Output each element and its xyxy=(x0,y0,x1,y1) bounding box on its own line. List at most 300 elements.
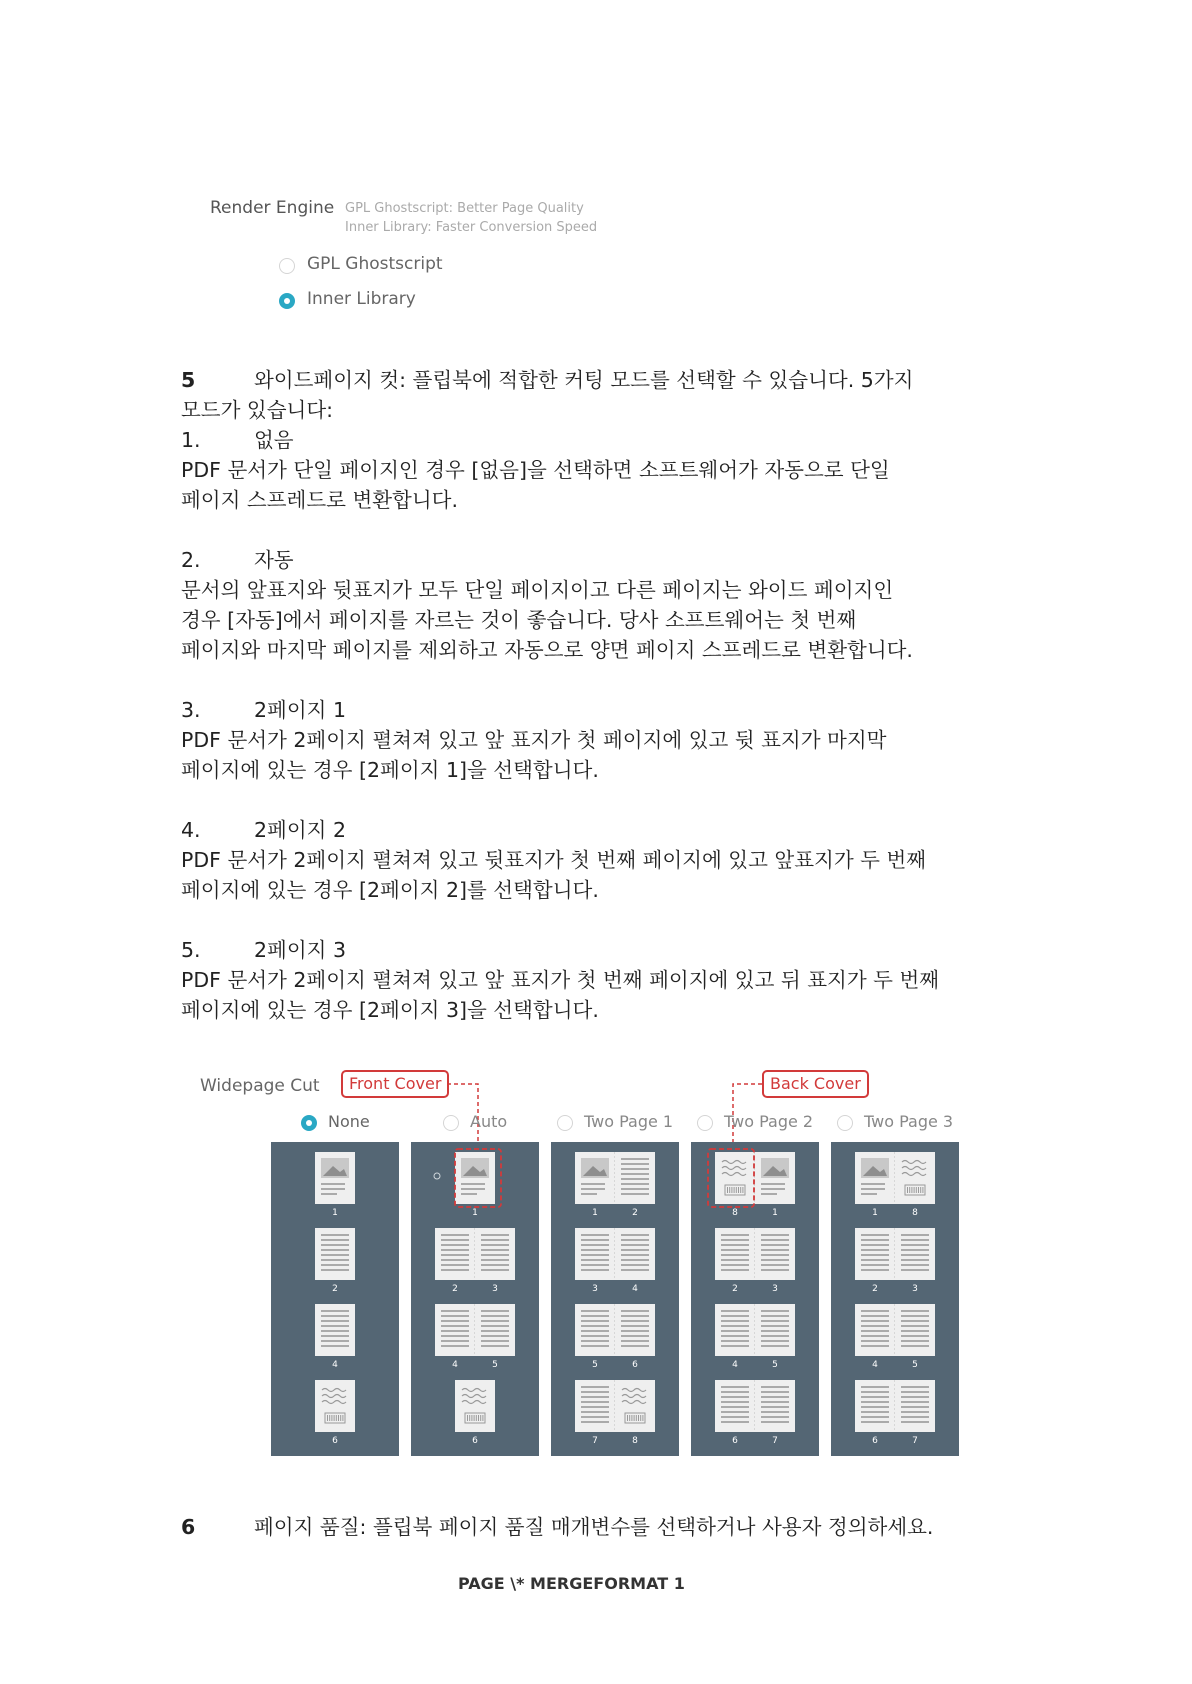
panel-2-row-3-col-2-number: 5 xyxy=(492,1360,498,1370)
panel-5-row-2-col-2-text-line xyxy=(901,1244,929,1246)
panel-3-row-1-col-2-text-line xyxy=(621,1178,649,1180)
auto-label: Auto xyxy=(470,1112,508,1131)
panel-3-row-3-col-2-text-line xyxy=(621,1320,649,1322)
panel-4-row-2-col-2-text-line xyxy=(761,1234,789,1236)
panel-2-row-3-col-1-text-line xyxy=(441,1325,469,1327)
panel-2-row-2-col-1-text-line xyxy=(441,1254,469,1256)
item-2-line1: 문서의 앞표지와 뒷표지가 모두 단일 페이지이고 다른 페이지는 와이드 페이지인 xyxy=(181,578,894,602)
panel-3-row-4-col-2-barcode-bar xyxy=(642,1415,643,1421)
item-4-line1: PDF 문서가 2페이지 펼쳐져 있고 뒷표지가 첫 번째 페이지에 있고 앞표지가 두 번째 xyxy=(181,848,927,872)
panel-4-row-1-col-1-barcode-bar xyxy=(736,1187,737,1193)
panel-4-row-4-col-1-text-line xyxy=(721,1401,749,1403)
front-cover-callout: Front Cover xyxy=(341,1070,449,1098)
panel-4-row-4-col-1-text-line xyxy=(721,1391,749,1393)
panel-4-row-2-col-2-text-line xyxy=(761,1269,789,1271)
panel-5-row-3-col-1-text-line xyxy=(861,1335,889,1337)
item-4-line2: 페이지에 있는 경우 [2페이지 2]를 선택합니다. xyxy=(181,878,599,902)
panel-4-row-2-col-2-text-line xyxy=(761,1239,789,1241)
panel-3-row-2-col-1-text-line xyxy=(581,1269,609,1271)
panel-3-row-4-col-2-barcode-bar xyxy=(634,1415,635,1421)
panel-5-row-1-col-1-number: 1 xyxy=(872,1208,878,1218)
panel-3-row-3-col-2-text-line xyxy=(621,1345,649,1347)
panel-1-row-1-col-1-text-line xyxy=(321,1183,345,1185)
panel-3-row-1-col-2-text-line xyxy=(621,1188,649,1190)
panel-4-row-3-col-2-text-line xyxy=(761,1315,789,1317)
panel-3-row-3-col-2-text-line xyxy=(621,1340,649,1342)
panel-4-row-3-col-1-text-line xyxy=(721,1330,749,1332)
section-5-heading-line1: 와이드페이지 컷: 플립북에 적합한 커팅 모드를 선택할 수 있습니다. 5가지 xyxy=(254,368,914,392)
item-5-line2: 페이지에 있는 경우 [2페이지 3]을 선택합니다. xyxy=(181,998,599,1022)
panel-2-row-4-col-1-barcode-bar xyxy=(478,1415,479,1421)
panel-2-row-2-col-1-text-line xyxy=(441,1264,469,1266)
none-label: None xyxy=(328,1112,370,1131)
panel-2-row-2-col-1-text-line xyxy=(441,1269,469,1271)
panel-2-row-1-col-1-number: 1 xyxy=(472,1208,478,1218)
panel-5-row-2-col-1-text-line xyxy=(861,1234,889,1236)
panel-3-row-2-col-1-text-line xyxy=(581,1254,609,1256)
panel-4-row-4-col-1-text-line xyxy=(721,1386,749,1388)
panel-5-row-4-col-2-text-line xyxy=(901,1396,929,1398)
panel-4-row-3-col-1-text-line xyxy=(721,1345,749,1347)
panel-2-row-3-col-2-text-line xyxy=(481,1320,509,1322)
item-1-line2: 페이지 스프레드로 변환합니다. xyxy=(181,488,458,512)
panel-3-row-3-col-1-text-line xyxy=(581,1345,609,1347)
panel-5-row-1-col-2-barcode-bar xyxy=(914,1187,915,1193)
render-engine-hint-line2: Inner Library: Faster Conversion Speed xyxy=(345,220,598,235)
panel-3-row-4-col-1-text-line xyxy=(581,1411,609,1413)
item-3-number: 3. xyxy=(181,698,201,722)
render-engine-hint-line1: GPL Ghostscript: Better Page Quality xyxy=(345,201,584,216)
panel-5-row-2-col-1-text-line xyxy=(861,1254,889,1256)
panel-5-row-4-col-2-text-line xyxy=(901,1386,929,1388)
panel-5-row-1-col-2-barcode-bar xyxy=(916,1187,917,1193)
panel-4-row-3-col-1-text-line xyxy=(721,1315,749,1317)
panel-1-row-3-col-1-text-line xyxy=(321,1330,349,1332)
panel-4-row-3-col-2-text-line xyxy=(761,1325,789,1327)
panel-2-row-2-col-1-text-line xyxy=(441,1259,469,1261)
panel-2-row-3-col-1-text-line xyxy=(441,1345,469,1347)
panel-4-row-2-col-1-text-line xyxy=(721,1249,749,1251)
panel-5-row-1-col-2-barcode-bar xyxy=(911,1187,912,1193)
panel-3-row-4-col-2-barcode-bar xyxy=(627,1415,628,1421)
item-4-title: 2페이지 2 xyxy=(254,818,347,842)
panel-4-row-2-col-1-text-line xyxy=(721,1234,749,1236)
render-engine-label: Render Engine xyxy=(210,198,335,218)
panel-3-row-1-col-1-text-line xyxy=(581,1188,605,1190)
panel-5-row-1-col-1-text-line xyxy=(861,1183,885,1185)
panel-5-row-1-col-2-barcode-bar xyxy=(922,1187,923,1193)
item-3-line2: 페이지에 있는 경우 [2페이지 1]을 선택합니다. xyxy=(181,758,599,782)
panel-2-row-4-col-1-barcode-bar xyxy=(467,1415,468,1421)
panel-5-row-3-col-2-text-line xyxy=(901,1320,929,1322)
panel-2-row-3-col-2-text-line xyxy=(481,1330,509,1332)
panel-5-row-1-col-1-text-line xyxy=(861,1193,877,1195)
panel-3-row-4-col-1-text-line xyxy=(581,1401,609,1403)
panel-5-row-3-col-2-text-line xyxy=(901,1330,929,1332)
panel-3-row-1-col-2-text-line xyxy=(621,1163,649,1165)
panel-5-row-4-col-2-text-line xyxy=(901,1411,929,1413)
panel-4-row-2-col-1-text-line xyxy=(721,1244,749,1246)
back-cover-callout: Back Cover xyxy=(762,1070,869,1098)
panel-1-row-4-col-1-barcode-bar xyxy=(340,1415,341,1421)
panel-3-row-2-col-1-text-line xyxy=(581,1264,609,1266)
section-5-heading-line2: 모드가 있습니다: xyxy=(181,398,334,422)
panel-3-row-2-col-2-text-line xyxy=(621,1244,649,1246)
two-page-3-label: Two Page 3 xyxy=(864,1112,954,1131)
panel-2-row-3-col-2-text-line xyxy=(481,1335,509,1337)
panel-4-row-4-col-1-text-line xyxy=(721,1406,749,1408)
panel-4-row-4-col-2-number: 7 xyxy=(772,1436,778,1446)
panel-3-row-4-col-2-barcode-bar xyxy=(636,1415,637,1421)
panel-5-row-2-col-1-text-line xyxy=(861,1269,889,1271)
panel-3-row-4-col-2-barcode-bar xyxy=(638,1415,639,1421)
panel-4-row-3-col-1-text-line xyxy=(721,1335,749,1337)
item-1-number: 1. xyxy=(181,428,201,452)
panel-2-row-2-col-2-text-line xyxy=(481,1269,509,1271)
panel-5-row-4-col-1-text-line xyxy=(861,1416,889,1418)
panel-1-row-4-col-1-barcode-bar xyxy=(338,1415,339,1421)
panel-2-row-2-col-2-number: 3 xyxy=(492,1284,498,1294)
panel-3-row-2-col-1-text-line xyxy=(581,1249,609,1251)
panel-3-row-3-col-1-number: 5 xyxy=(592,1360,598,1370)
panel-5-row-2-col-1-text-line xyxy=(861,1249,889,1251)
panel-1-row-4-col-1-barcode-bar xyxy=(331,1415,332,1421)
panel-2-row-4-col-1-barcode-bar xyxy=(471,1415,472,1421)
panel-3-row-4-col-1-text-line xyxy=(581,1396,609,1398)
item-5-number: 5. xyxy=(181,938,201,962)
panel-3-row-3-col-1-text-line xyxy=(581,1325,609,1327)
item-5-title: 2페이지 3 xyxy=(254,938,347,962)
panel-1-row-4-col-1-page xyxy=(315,1380,355,1432)
panel-2-row-2-col-2-text-line xyxy=(481,1244,509,1246)
panel-1-row-4-col-1-barcode-bar xyxy=(336,1415,337,1421)
panel-4-row-1-col-1-number: 8 xyxy=(732,1208,738,1218)
panel-5-row-3-col-1-text-line xyxy=(861,1315,889,1317)
panel-5-row-4-col-1-number: 6 xyxy=(872,1436,878,1446)
panel-5-row-2-col-2-text-line xyxy=(901,1249,929,1251)
panel-1-row-4-col-1-barcode-bar xyxy=(334,1415,335,1421)
panel-2-row-2-col-1-text-line xyxy=(441,1249,469,1251)
panel-5-row-3-col-2-text-line xyxy=(901,1340,929,1342)
two-page-2-label: Two Page 2 xyxy=(724,1112,814,1131)
panel-5-row-2-col-2-text-line xyxy=(901,1239,929,1241)
panel-5-row-2-col-2-text-line xyxy=(901,1254,929,1256)
panel-3-row-4-col-1-text-line xyxy=(581,1416,609,1418)
item-2-number: 2. xyxy=(181,548,201,572)
item-2-title: 자동 xyxy=(254,548,294,572)
panel-3-row-2-col-2-text-line xyxy=(621,1234,649,1236)
panel-5-row-1-col-2-barcode-bar xyxy=(920,1187,921,1193)
panel-3-row-4-col-2-number: 8 xyxy=(632,1436,638,1446)
panel-2-row-2-col-1-text-line xyxy=(441,1234,469,1236)
panel-1-row-2-col-1-text-line xyxy=(321,1234,349,1236)
panel-2-row-3-col-1-text-line xyxy=(441,1320,469,1322)
panel-4-row-4-col-2-text-line xyxy=(761,1391,789,1393)
item-2-line2: 경우 [자동]에서 페이지를 자르는 것이 좋습니다. 당사 소프트웨어는 첫 번째 xyxy=(181,608,857,632)
panel-4-row-4-col-2-text-line xyxy=(761,1411,789,1413)
panel-4-row-2-col-2-text-line xyxy=(761,1244,789,1246)
panel-3-row-2-col-2-text-line xyxy=(621,1259,649,1261)
panel-5-row-4-col-1-text-line xyxy=(861,1386,889,1388)
widepage-cut-label: Widepage Cut xyxy=(200,1076,320,1096)
panel-1-row-3-col-1-text-line xyxy=(321,1345,349,1347)
panel-5-row-3-col-2-text-line xyxy=(901,1345,929,1347)
panel-2-row-2-col-2-text-line xyxy=(481,1239,509,1241)
panel-3-row-2-col-2-text-line xyxy=(621,1264,649,1266)
panel-3-row-1-col-2-text-line xyxy=(621,1193,649,1195)
panel-3-row-4-col-1-text-line xyxy=(581,1391,609,1393)
panel-2-row-2-col-1-number: 2 xyxy=(452,1284,458,1294)
panel-2-row-2-col-2-text-line xyxy=(481,1234,509,1236)
panel-2-row-2-col-2-text-line xyxy=(481,1254,509,1256)
panel-1-row-2-col-1-text-line xyxy=(321,1269,349,1271)
panel-1-row-3-col-1-text-line xyxy=(321,1320,349,1322)
panel-3-row-3-col-2-number: 6 xyxy=(632,1360,638,1370)
panel-5-row-4-col-2-text-line xyxy=(901,1406,929,1408)
panel-2-row-3-col-1-number: 4 xyxy=(452,1360,458,1370)
panel-3-row-4-col-2-barcode-bar xyxy=(631,1415,632,1421)
panel-4-row-1-col-2-text-line xyxy=(761,1193,777,1195)
panel-3-row-3-col-2-text-line xyxy=(621,1315,649,1317)
panel-4-row-3-col-2-text-line xyxy=(761,1310,789,1312)
panel-1-row-2-col-1-text-line xyxy=(321,1249,349,1251)
panel-3-row-3-col-2-text-line xyxy=(621,1325,649,1327)
panel-5-row-3-col-2-text-line xyxy=(901,1310,929,1312)
section-6-number: 6 xyxy=(181,1515,196,1539)
section-6-text: 페이지 품질: 플립북 페이지 품질 매개변수를 선택하거나 사용자 정의하세요. xyxy=(254,1515,934,1539)
panel-3-row-3-col-2-text-line xyxy=(621,1330,649,1332)
panel-4-row-1-col-1-barcode-bar xyxy=(738,1187,739,1193)
panel-3-row-2-col-1-text-line xyxy=(581,1259,609,1261)
panel-4-row-2-col-1-text-line xyxy=(721,1269,749,1271)
panel-4-row-2-col-1-text-line xyxy=(721,1254,749,1256)
panel-1-row-4-col-1-barcode-bar xyxy=(342,1415,343,1421)
panel-3-row-3-col-2-text-line xyxy=(621,1335,649,1337)
panel-4-row-1-col-2-text-line xyxy=(761,1183,785,1185)
panel-4-row-4-col-2-text-line xyxy=(761,1421,789,1423)
panel-3-row-3-col-1-text-line xyxy=(581,1330,609,1332)
panel-1-row-2-col-1-text-line xyxy=(321,1254,349,1256)
panel-5-row-4-col-1-text-line xyxy=(861,1401,889,1403)
panel-1-row-2-col-1-number: 2 xyxy=(332,1284,338,1294)
panel-3-row-2-col-1-text-line xyxy=(581,1244,609,1246)
panel-3-row-4-col-2-barcode-bar xyxy=(640,1415,641,1421)
panel-5-row-3-col-1-number: 4 xyxy=(872,1360,878,1370)
panel-3-row-4-col-1-number: 7 xyxy=(592,1436,598,1446)
panel-5-row-1-col-2-barcode-bar xyxy=(918,1187,919,1193)
panel-5-row-1-col-2-barcode-bar xyxy=(907,1187,908,1193)
panel-3-row-1-col-2-text-line xyxy=(621,1158,649,1160)
panel-5-row-4-col-1-text-line xyxy=(861,1421,889,1423)
panel-5-row-2-col-2-text-line xyxy=(901,1269,929,1271)
panel-5-row-3-col-2-text-line xyxy=(901,1325,929,1327)
panel-5-row-2-col-2-text-line xyxy=(901,1259,929,1261)
panel-3-row-3-col-1-text-line xyxy=(581,1340,609,1342)
panel-4-row-3-col-2-text-line xyxy=(761,1340,789,1342)
panel-1-row-3-col-1-text-line xyxy=(321,1325,349,1327)
page-footer: PAGE \* MERGEFORMAT 1 xyxy=(458,1574,685,1593)
item-3-line1: PDF 문서가 2페이지 펼쳐져 있고 앞 표지가 첫 페이지에 있고 뒷 표지가 마지막 xyxy=(181,728,887,752)
panel-1-row-2-col-1-text-line xyxy=(321,1264,349,1266)
panel-4-row-3-col-1-text-line xyxy=(721,1325,749,1327)
panel-3-row-3-col-1-text-line xyxy=(581,1315,609,1317)
panel-2-row-4-col-1-barcode-bar xyxy=(474,1415,475,1421)
panel-3-row-2-col-2-text-line xyxy=(621,1254,649,1256)
item-4-number: 4. xyxy=(181,818,201,842)
panel-5-row-2-col-1-text-line xyxy=(861,1244,889,1246)
panel-2-row-1-col-1-text-line xyxy=(461,1188,485,1190)
panel-3-row-2-col-2-text-line xyxy=(621,1269,649,1271)
panel-2-row-3-col-1-text-line xyxy=(441,1330,469,1332)
panel-3-row-3-col-1-text-line xyxy=(581,1310,609,1312)
panel-5-row-3-col-1-text-line xyxy=(861,1330,889,1332)
panel-4-row-1-col-1-barcode-bar xyxy=(742,1187,743,1193)
item-3-title: 2페이지 1 xyxy=(254,698,347,722)
panel-4-row-4-col-2-text-line xyxy=(761,1406,789,1408)
panel-2-row-2-col-2-text-line xyxy=(481,1264,509,1266)
panel-2-row-4-col-1-number: 6 xyxy=(472,1436,478,1446)
panel-2-row-2-col-2-text-line xyxy=(481,1259,509,1261)
panel-4-row-3-col-1-number: 4 xyxy=(732,1360,738,1370)
panel-5-row-4-col-2-number: 7 xyxy=(912,1436,918,1446)
panel-1-row-3-col-1-text-line xyxy=(321,1310,349,1312)
panel-2-row-4-col-1-page xyxy=(455,1380,495,1432)
panel-2-row-3-col-1-text-line xyxy=(441,1335,469,1337)
panel-5-row-3-col-2-number: 5 xyxy=(912,1360,918,1370)
panel-3-row-4-col-2-barcode-bar xyxy=(629,1415,630,1421)
item-1-line1: PDF 문서가 단일 페이지인 경우 [없음]을 선택하면 소프트웨어가 자동으로 단일 xyxy=(181,458,890,482)
panel-4-row-3-col-2-number: 5 xyxy=(772,1360,778,1370)
panel-2-row-3-col-1-text-line xyxy=(441,1315,469,1317)
panel-2-row-3-col-2-text-line xyxy=(481,1340,509,1342)
panel-2-row-4-col-1-barcode-bar xyxy=(476,1415,477,1421)
panel-5-row-2-col-2-text-line xyxy=(901,1264,929,1266)
panel-2-row-3-col-1-text-line xyxy=(441,1340,469,1342)
panel-3-row-2-col-2-text-line xyxy=(621,1249,649,1251)
panel-4-row-2-col-1-number: 2 xyxy=(732,1284,738,1294)
panel-1-row-2-col-1-text-line xyxy=(321,1244,349,1246)
panel-4-row-3-col-1-text-line xyxy=(721,1340,749,1342)
panel-3-row-3-col-1-text-line xyxy=(581,1320,609,1322)
panel-4-row-3-col-2-text-line xyxy=(761,1320,789,1322)
panel-3-row-1-col-2-text-line xyxy=(621,1168,649,1170)
panel-1-row-3-col-1-text-line xyxy=(321,1335,349,1337)
panel-2-row-2-col-1-text-line xyxy=(441,1244,469,1246)
panel-5-row-3-col-2-text-line xyxy=(901,1315,929,1317)
panel-4-row-2-col-2-text-line xyxy=(761,1264,789,1266)
panel-5-row-1-col-2-barcode-bar xyxy=(909,1187,910,1193)
panel-3-row-1-col-1-text-line xyxy=(581,1183,605,1185)
panel-5-row-3-col-1-text-line xyxy=(861,1325,889,1327)
panel-4-row-2-col-1-text-line xyxy=(721,1239,749,1241)
panel-1-row-1-col-1-text-line xyxy=(321,1193,337,1195)
panel-4-row-2-col-2-number: 3 xyxy=(772,1284,778,1294)
panel-4-row-1-col-1-barcode-bar xyxy=(731,1187,732,1193)
panel-5-row-2-col-2-text-line xyxy=(901,1234,929,1236)
panel-5-row-2-col-1-text-line xyxy=(861,1259,889,1261)
item-2-line3: 페이지와 마지막 페이지를 제외하고 자동으로 양면 페이지 스프레드로 변환합니다. xyxy=(181,638,913,662)
panel-4-row-4-col-2-text-line xyxy=(761,1386,789,1388)
panel-1-row-3-col-1-text-line xyxy=(321,1315,349,1317)
panel-3-row-2-col-2-text-line xyxy=(621,1239,649,1241)
panel-5-row-4-col-1-text-line xyxy=(861,1411,889,1413)
panel-5-row-4-col-2-text-line xyxy=(901,1421,929,1423)
panel-3-row-3-col-2-text-line xyxy=(621,1310,649,1312)
panel-4-row-2-col-2-text-line xyxy=(761,1249,789,1251)
panel-1-row-4-col-1-barcode-bar xyxy=(327,1415,328,1421)
panel-1-row-4-col-1-barcode-bar xyxy=(329,1415,330,1421)
panel-5-row-4-col-1-text-line xyxy=(861,1391,889,1393)
panel-2-row-4-col-1-barcode-bar xyxy=(480,1415,481,1421)
item-5-line1: PDF 문서가 2페이지 펼쳐져 있고 앞 표지가 첫 번째 페이지에 있고 뒤 표지가 두 번째 xyxy=(181,968,940,992)
panel-5-row-3-col-2-text-line xyxy=(901,1335,929,1337)
panel-4-row-4-col-1-text-line xyxy=(721,1416,749,1418)
panel-5-row-1-col-2-page xyxy=(895,1152,935,1204)
panel-4-row-1-col-1-barcode-bar xyxy=(734,1187,735,1193)
panel-2-row-3-col-2-text-line xyxy=(481,1345,509,1347)
panel-5-row-2-col-1-text-line xyxy=(861,1264,889,1266)
panel-5-row-3-col-1-text-line xyxy=(861,1320,889,1322)
panel-3-row-3-col-1-text-line xyxy=(581,1335,609,1337)
panel-4-row-4-col-1-text-line xyxy=(721,1421,749,1423)
panel-5-row-2-col-2-number: 3 xyxy=(912,1284,918,1294)
panel-3-row-4-col-1-text-line xyxy=(581,1421,609,1423)
panel-3-row-4-col-1-text-line xyxy=(581,1406,609,1408)
panel-2-row-4-col-1-barcode-bar xyxy=(482,1415,483,1421)
panel-4-row-3-col-1-text-line xyxy=(721,1320,749,1322)
panel-4-row-1-col-1-barcode-bar xyxy=(729,1187,730,1193)
panel-2-row-3-col-2-text-line xyxy=(481,1315,509,1317)
panel-5-row-4-col-2-text-line xyxy=(901,1416,929,1418)
panel-1-row-3-col-1-number: 4 xyxy=(332,1360,338,1370)
panel-4-row-3-col-1-text-line xyxy=(721,1310,749,1312)
panel-5-row-1-col-2-number: 8 xyxy=(912,1208,918,1218)
panel-3-row-4-col-2-page xyxy=(615,1380,655,1432)
panel-5-row-4-col-2-text-line xyxy=(901,1401,929,1403)
panel-2-row-3-col-1-text-line xyxy=(441,1310,469,1312)
auto-panel-dot xyxy=(434,1173,440,1179)
panel-4-row-1-col-1-barcode-bar xyxy=(740,1187,741,1193)
panel-3-row-1-col-2-number: 2 xyxy=(632,1208,638,1218)
panel-4-row-3-col-2-text-line xyxy=(761,1330,789,1332)
panel-4-row-1-col-2-number: 1 xyxy=(772,1208,778,1218)
panel-4-row-1-col-2-text-line xyxy=(761,1188,785,1190)
panel-3-row-1-col-1-number: 1 xyxy=(592,1208,598,1218)
panel-5-row-4-col-2-text-line xyxy=(901,1391,929,1393)
panel-4-row-4-col-2-text-line xyxy=(761,1396,789,1398)
panel-1-row-4-col-1-number: 6 xyxy=(332,1436,338,1446)
panel-5-row-2-col-1-text-line xyxy=(861,1239,889,1241)
item-1-title: 없음 xyxy=(254,428,294,452)
panel-2-row-3-col-2-text-line xyxy=(481,1325,509,1327)
panel-3-row-4-col-1-text-line xyxy=(581,1386,609,1388)
panel-4-row-4-col-2-text-line xyxy=(761,1401,789,1403)
panel-2-row-2-col-2-text-line xyxy=(481,1249,509,1251)
panel-2-row-3-col-2-text-line xyxy=(481,1310,509,1312)
panel-3-row-1-col-2-text-line xyxy=(621,1183,649,1185)
panel-4-row-4-col-1-number: 6 xyxy=(732,1436,738,1446)
panel-4-row-1-col-1-page xyxy=(715,1152,755,1204)
panel-1-row-2-col-1-text-line xyxy=(321,1259,349,1261)
panel-3-row-2-col-1-number: 3 xyxy=(592,1284,598,1294)
panel-2-row-4-col-1-barcode-bar xyxy=(469,1415,470,1421)
panel-5-row-3-col-1-text-line xyxy=(861,1340,889,1342)
panel-4-row-2-col-1-text-line xyxy=(721,1264,749,1266)
panel-2-row-2-col-1-text-line xyxy=(441,1239,469,1241)
panel-4-row-1-col-1-barcode-bar xyxy=(727,1187,728,1193)
panel-1-row-1-col-1-number: 1 xyxy=(332,1208,338,1218)
panel-5-row-4-col-1-text-line xyxy=(861,1406,889,1408)
